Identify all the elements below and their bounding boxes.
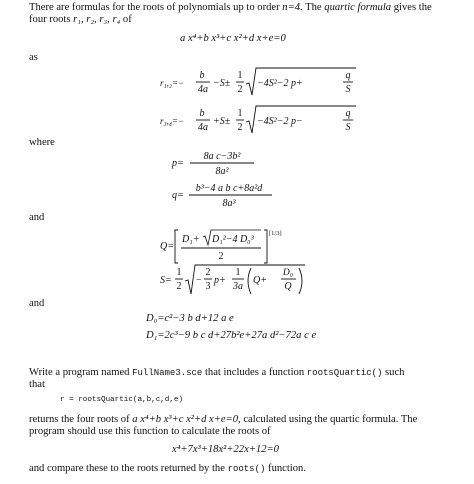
eq-Q-lhs: Q= <box>160 241 174 252</box>
paren-left <box>248 268 251 294</box>
eq-r34-frac-den: 4a <box>198 122 208 133</box>
eq-r34-half-num: 1 <box>237 108 243 119</box>
equation-example: x⁴+7x³+18x²+22x+12=0 <box>172 444 279 455</box>
eq-S-paren-a: Q+ <box>253 275 267 286</box>
eq-Q-den: 2 <box>218 251 224 262</box>
task-line-1 <box>29 367 404 379</box>
equation-D0: D₀=c²−3 b d+12 a e <box>146 313 234 324</box>
equation-q <box>172 178 302 212</box>
eq-r34-lhs: r₃,₄=− <box>160 116 185 126</box>
intro-line-1 <box>29 2 432 14</box>
intro-text: There are formulas for the roots of polynomials up to order <box>29 2 283 13</box>
eq-r12-mid: −S± <box>213 78 231 89</box>
order-n: n=4 <box>282 2 301 13</box>
eq-r34-mid: +S± <box>213 116 231 127</box>
intro-text: gives the <box>391 2 432 13</box>
eq-S-f1-num: 2 <box>205 267 211 278</box>
eq-S-h-den: 2 <box>176 281 182 292</box>
equation-r12 <box>160 62 360 102</box>
task-line-5 <box>29 463 306 475</box>
eq-S-f3-den: Q <box>284 281 292 292</box>
equation-Q <box>160 226 300 266</box>
eq-p-den: 8a² <box>215 166 229 177</box>
eq-r12-rad-num: q <box>345 70 351 81</box>
word-as: as <box>29 52 38 63</box>
eq-r12-half-num: 1 <box>237 70 243 81</box>
word-and-2: and <box>29 298 45 309</box>
function-code: roots() <box>227 464 266 474</box>
word-and-1: and <box>29 212 45 223</box>
eq-S-f1-den: 3 <box>205 281 211 292</box>
task-line-2: that <box>29 379 45 390</box>
eq-r34-rad-den: S <box>345 122 351 133</box>
task-text: Write a program named <box>29 367 133 378</box>
eq-Q-num-a: D₁+ <box>182 234 200 245</box>
eq-S-f3-num: D₀ <box>282 268 294 278</box>
equation-S <box>160 261 310 303</box>
equation-polynomial: a x⁴+b x³+c x²+d x+e=0 <box>180 33 286 44</box>
eq-r34-frac-num: b <box>199 108 205 119</box>
function-code: rootsQuartic() <box>306 368 383 378</box>
equation-p <box>172 146 282 180</box>
eq-S-f2-den: 3a <box>233 281 243 292</box>
filename-code: FullName3.sce <box>132 368 203 378</box>
intro-line-2 <box>29 14 132 26</box>
task-text: such <box>382 367 405 378</box>
eq-S-minus: − <box>196 275 202 286</box>
intro-text: four roots <box>29 14 74 25</box>
task-text: and compare these to the roots returned by the <box>29 463 228 474</box>
eq-p-num: 8a c−3b² <box>203 151 241 162</box>
eq-r12-radicand: −4S²−2 p+ <box>257 78 303 89</box>
eq-r12-half-den: 2 <box>237 84 243 95</box>
eq-r12-rad-den: S <box>345 84 351 95</box>
intro-text: . The <box>300 2 325 13</box>
eq-Q-num-rad: D₁²−4 D₀³ <box>212 234 254 245</box>
quartic-formula-emphasis: quartic formula <box>324 2 392 13</box>
eq-r34-half-den: 2 <box>237 122 243 133</box>
bracket-left <box>175 230 178 263</box>
paren-right <box>299 268 302 294</box>
task-text: that includes a function <box>202 367 307 378</box>
eq-p-lhs: p= <box>172 158 184 169</box>
task-line-4: program should use this function to calculate the roots of <box>29 426 271 437</box>
eq-S-lhs: S= <box>160 275 172 286</box>
eq-q-num: b³−4 a b c+8a²d <box>195 183 263 194</box>
eq-r34-radicand: −4S²−2 p− <box>257 116 303 127</box>
task-text: function. <box>265 463 306 474</box>
eq-r12-frac-num: b <box>199 70 205 81</box>
task-text: , calculated using the quartic formula. The <box>238 414 418 425</box>
inline-equation: a x⁴+b x³+c x²+d x+e=0 <box>132 414 239 425</box>
task-text: returns the four roots of <box>29 414 133 425</box>
eq-S-mid: p+ <box>214 275 226 286</box>
task-line-3 <box>29 414 417 426</box>
word-where: where <box>29 137 55 148</box>
eq-r12-frac-den: 4a <box>198 84 208 95</box>
roots-symbols: r₁, r₂, r₃, r₄ <box>73 14 121 25</box>
eq-q-den: 8a³ <box>222 198 236 209</box>
eq-S-h-num: 1 <box>176 267 182 278</box>
eq-q-lhs: q= <box>172 190 184 201</box>
equation-r34 <box>160 100 360 140</box>
code-snippet: r = rootsQuartic(a,b,c,d,e) <box>60 396 184 404</box>
bracket-right <box>264 230 267 263</box>
eq-r34-rad-num: q <box>345 108 351 119</box>
eq-r12-lhs: r₁,₂=− <box>160 78 185 88</box>
equation-D1: D₁=2c³−9 b c d+27b²e+27a d²−72a c e <box>146 330 317 341</box>
intro-text: of <box>120 14 132 25</box>
eq-S-f2-num: 1 <box>235 267 241 278</box>
eq-Q-exponent: [1/3] <box>269 230 282 237</box>
